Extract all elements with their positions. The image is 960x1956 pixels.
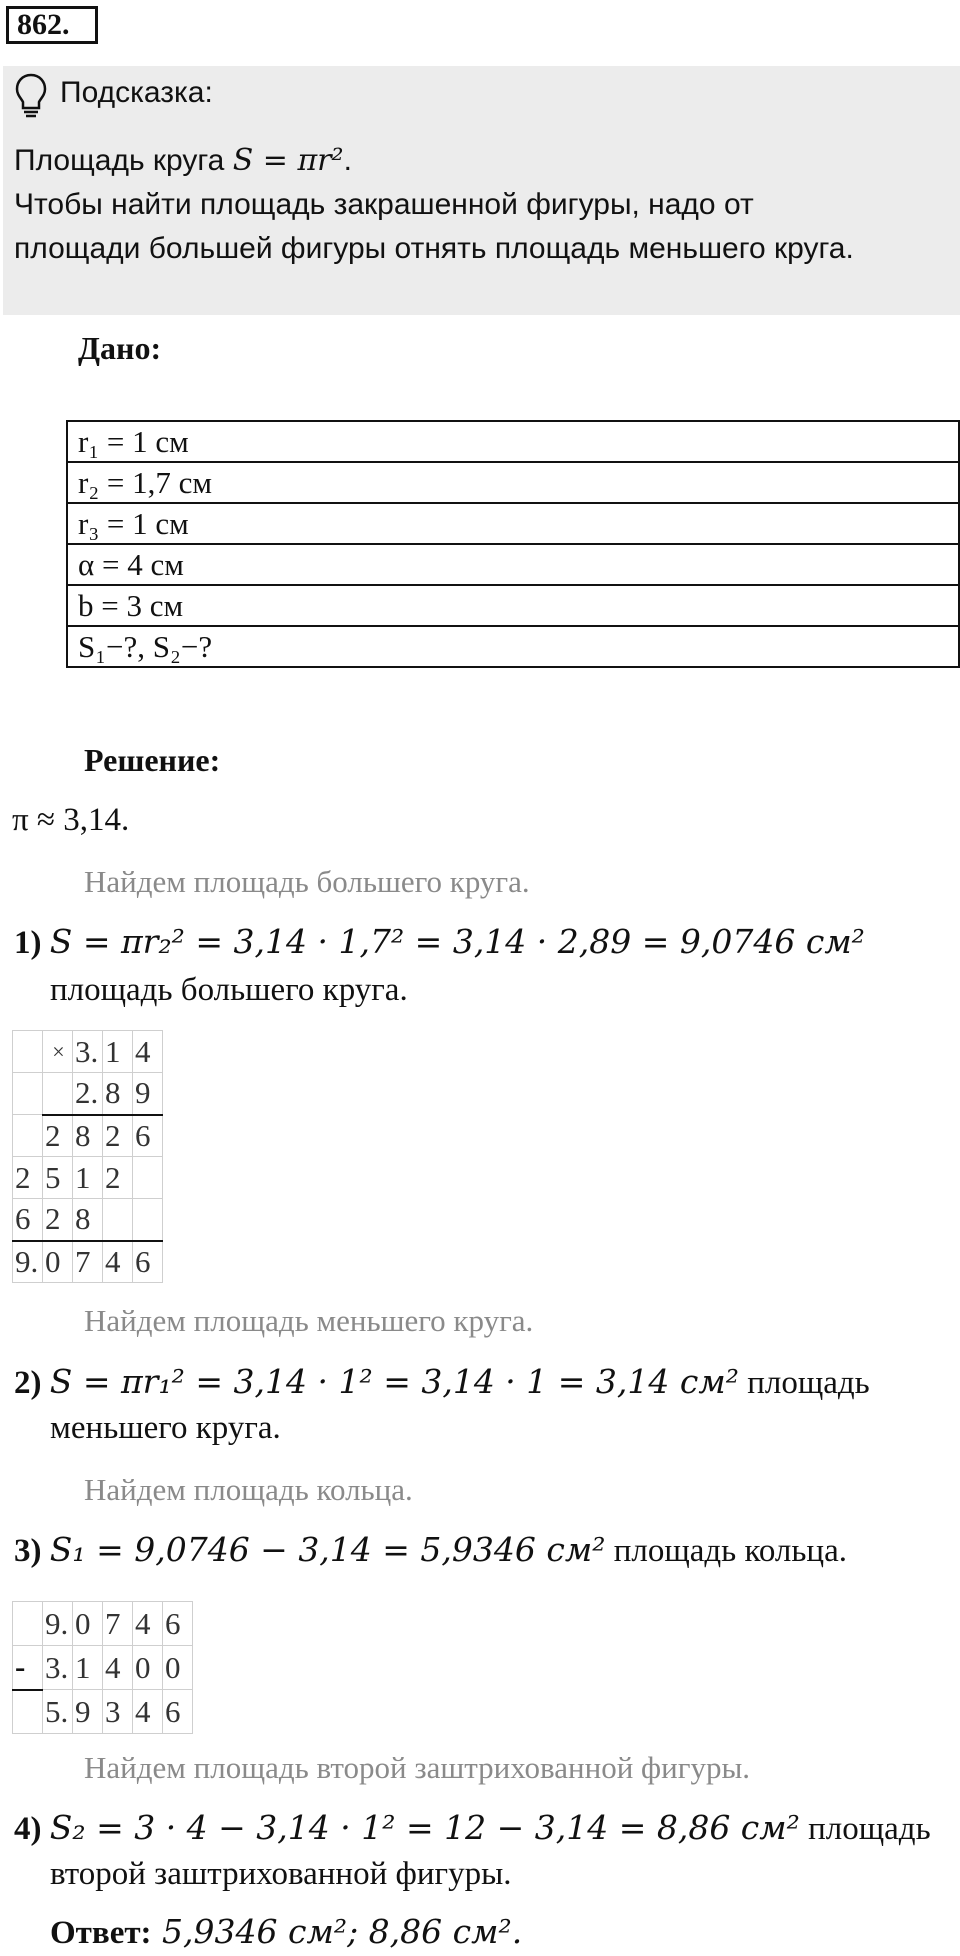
grid-cell: 2. xyxy=(73,1073,103,1115)
grid-cell xyxy=(133,1199,163,1241)
grid-cell xyxy=(43,1073,73,1115)
step-1 xyxy=(14,922,865,962)
hint-line-1-post: . xyxy=(343,144,352,177)
answer-value: 5,9346 см²; 8,86 см². xyxy=(151,1912,523,1951)
given-cell: α = 4 см xyxy=(67,544,959,585)
step-3-formula: S₁ = 9,0746 − 3,14 = 5,9346 см² xyxy=(49,1530,606,1569)
solution-title: Решение: xyxy=(84,742,221,778)
grid-cell: 4 xyxy=(133,1031,163,1073)
grid-row xyxy=(13,1031,163,1073)
given-table xyxy=(66,420,960,668)
grid-cell: 1 xyxy=(73,1157,103,1199)
answer xyxy=(50,1912,522,1952)
grid-cell: 4 xyxy=(103,1241,133,1283)
grid-row xyxy=(13,1073,163,1115)
grid-cell xyxy=(13,1602,43,1646)
given-row xyxy=(67,585,959,626)
step-4-text-2: второй заштрихованной фигуры. xyxy=(50,1856,512,1892)
grid-cell: 1 xyxy=(73,1646,103,1690)
step-2-text: площадь xyxy=(738,1365,870,1401)
grid-row xyxy=(13,1690,193,1734)
grid-cell xyxy=(13,1115,43,1157)
given-row xyxy=(67,421,959,462)
grid-cell: 0 xyxy=(163,1646,193,1690)
step-2-formula: S = πr₁² = 3,14 · 1² = 3,14 · 1 = 3,14 см² xyxy=(49,1362,739,1401)
grid-cell xyxy=(13,1690,43,1734)
note-shaded-figure: Найдем площадь второй заштрихованной фигуры. xyxy=(84,1750,751,1785)
hint-line-1 xyxy=(14,143,352,178)
note-big-circle: Найдем площадь большего круга. xyxy=(84,864,530,899)
given-cell: r₁ = 1 см xyxy=(67,421,959,462)
grid-cell: 0 xyxy=(73,1602,103,1646)
step-4-formula: S₂ = 3 · 4 − 3,14 · 1² = 12 − 3,14 = 8,86 см² xyxy=(49,1808,800,1847)
grid-cell: 9 xyxy=(73,1690,103,1734)
given-row xyxy=(67,462,959,503)
grid-cell: 8 xyxy=(103,1073,133,1115)
given-row xyxy=(67,503,959,544)
given-row xyxy=(67,626,959,667)
grid-cell: 4 xyxy=(103,1646,133,1690)
grid-row xyxy=(13,1199,163,1241)
step-1-formula: S = πr₂² = 3,14 · 1,7² = 3,14 · 2,89 = 9,0746 см² xyxy=(49,922,865,961)
step-2 xyxy=(14,1362,870,1402)
grid-cell: 0 xyxy=(133,1646,163,1690)
step-3-text: площадь кольца. xyxy=(605,1533,847,1569)
grid-cell: 2 xyxy=(13,1157,43,1199)
step-4-number: 4) xyxy=(14,1811,42,1847)
grid-cell: 9. xyxy=(43,1602,73,1646)
hint-line-2: Чтобы найти площадь закрашенной фигуры, надо от xyxy=(14,188,754,221)
step-3 xyxy=(14,1530,847,1570)
given-cell: r₃ = 1 см xyxy=(67,503,959,544)
grid-cell: 2 xyxy=(43,1115,73,1157)
given-cell: b = 3 см xyxy=(67,585,959,626)
grid-cell: 1 xyxy=(103,1031,133,1073)
grid-row xyxy=(13,1157,163,1199)
pi-value: π ≈ 3,14. xyxy=(12,802,130,838)
grid-cell: 9 xyxy=(133,1073,163,1115)
grid-cell: 2 xyxy=(103,1157,133,1199)
hint-line-3: площади большей фигуры отнять площадь меньшего круга. xyxy=(14,232,854,265)
multiplication-grid xyxy=(12,1030,163,1283)
note-ring: Найдем площадь кольца. xyxy=(84,1472,413,1507)
grid-cell: 4 xyxy=(133,1602,163,1646)
hint-formula: S = πr² xyxy=(232,143,344,178)
given-cell: r₂ = 1,7 см xyxy=(67,462,959,503)
grid-cell: 0 xyxy=(43,1241,73,1283)
given-row xyxy=(67,544,959,585)
step-2-number: 2) xyxy=(14,1365,42,1401)
grid-cell: × xyxy=(43,1031,73,1073)
grid-cell: - xyxy=(13,1646,43,1690)
grid-cell: 7 xyxy=(73,1241,103,1283)
grid-cell xyxy=(103,1199,133,1241)
grid-cell: 3. xyxy=(73,1031,103,1073)
grid-cell: 8 xyxy=(73,1115,103,1157)
grid-cell: 2 xyxy=(103,1115,133,1157)
grid-cell: 3. xyxy=(43,1646,73,1690)
grid-row xyxy=(13,1646,193,1690)
grid-cell xyxy=(13,1073,43,1115)
grid-cell: 6 xyxy=(133,1241,163,1283)
step-1-text: площадь большего круга. xyxy=(50,972,408,1008)
grid-row xyxy=(13,1115,163,1157)
task-number: 862. xyxy=(6,6,98,44)
grid-cell: 8 xyxy=(73,1199,103,1241)
step-4-text: площадь xyxy=(799,1811,931,1847)
given-title: Дано: xyxy=(78,330,162,366)
given-cell: S₁−?, S₂−? xyxy=(67,626,959,667)
grid-cell: 6 xyxy=(133,1115,163,1157)
hint-title: Подсказка: xyxy=(60,76,213,109)
step-4 xyxy=(14,1808,931,1848)
grid-cell: 2 xyxy=(43,1199,73,1241)
grid-row xyxy=(13,1602,193,1646)
answer-label: Ответ: xyxy=(50,1915,152,1951)
grid-cell: 7 xyxy=(103,1602,133,1646)
note-small-circle: Найдем площадь меньшего круга. xyxy=(84,1303,534,1338)
step-3-number: 3) xyxy=(14,1533,42,1569)
grid-cell: 6 xyxy=(13,1199,43,1241)
hint-line-1-pre: Площадь круга xyxy=(14,144,233,177)
grid-cell: 3 xyxy=(103,1690,133,1734)
step-1-number: 1) xyxy=(14,925,42,961)
grid-row xyxy=(13,1241,163,1283)
grid-cell xyxy=(133,1157,163,1199)
grid-cell: 5 xyxy=(43,1157,73,1199)
grid-cell: 9. xyxy=(13,1241,43,1283)
grid-cell: 4 xyxy=(133,1690,163,1734)
grid-cell: 6 xyxy=(163,1690,193,1734)
lightbulb-icon xyxy=(12,72,50,118)
subtraction-grid xyxy=(12,1601,193,1734)
step-2-text-2: меньшего круга. xyxy=(50,1410,281,1446)
grid-cell: 6 xyxy=(163,1602,193,1646)
grid-cell: 5. xyxy=(43,1690,73,1734)
grid-cell xyxy=(13,1031,43,1073)
